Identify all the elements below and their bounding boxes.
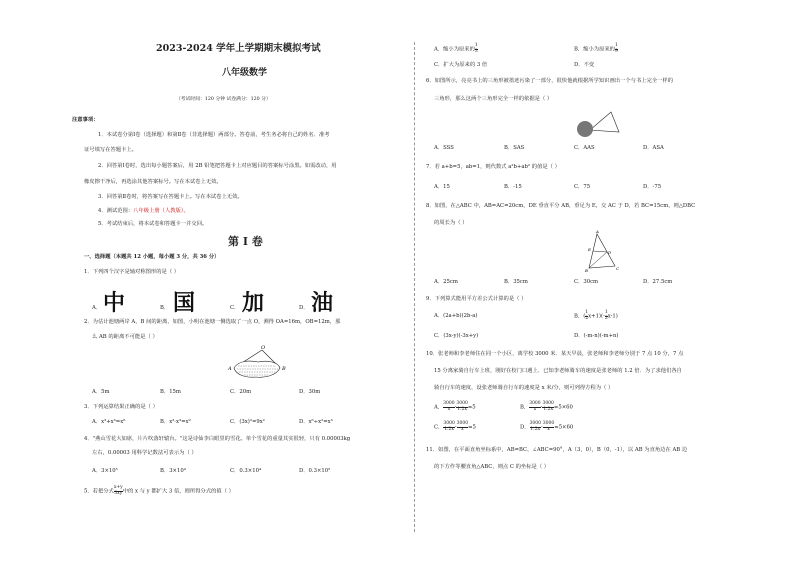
notice-item (98, 209, 189, 214)
denominator: x (547, 426, 550, 432)
q2-option-b: B．15m (160, 389, 181, 395)
exam-subject: 八年级数学 (222, 68, 268, 78)
q8-option-d: D．27.5cm (643, 279, 673, 285)
rhs: =5 (467, 404, 476, 411)
q1-label-b: B． (160, 305, 170, 311)
fraction (454, 421, 469, 432)
q7-option-a: A．15 (434, 184, 450, 190)
q9-b-close: x-1) (607, 313, 618, 320)
operator: - (454, 404, 457, 411)
denominator: x (533, 406, 537, 412)
q3-option-d: D．x⁶÷x²=x³ (299, 419, 333, 425)
denominator: 1.2x (543, 406, 554, 412)
q2-pond-figure (228, 346, 288, 378)
option-label: B． (520, 404, 530, 411)
numerator: 1 (614, 43, 618, 48)
denominator: 1.2x (530, 426, 541, 432)
q8-line2: 的周长为（ ） (434, 220, 468, 226)
q2-line1: 2．为估计池塘两岸 A，B 间的距离，如图，小明在池塘一侧选取了一点 O，测得 OA=16m，OB=12m，那 (84, 319, 341, 325)
q9-stem: 9．下列算式能用平方差公式计算的是（ ） (426, 296, 527, 302)
q5-option-b-fraction (615, 44, 618, 54)
numerator: 1 (604, 310, 608, 315)
q3-option-b: B．x³·x³=x⁹ (160, 419, 191, 425)
q7-stem: 7．若 a+b=5，ab=1，则代数式 a²b+ab² 的值是（ ） (426, 164, 560, 170)
denominator: 9 (614, 48, 618, 54)
option-label: A． (434, 404, 444, 411)
q10-line1: 10．张老师和李老师住在同一个小区，离学校 3000 米．某天早晨，张老师和李老师分别于 7 点 10 分，7 点 (426, 351, 684, 357)
q5-fraction (114, 486, 123, 496)
q5-option-d: D．不变 (574, 62, 595, 68)
q4-option-b: B．3×10⁴ (160, 468, 186, 474)
q1-stem: 1．下列四个汉字是轴对称图形的是（ ） (84, 269, 180, 275)
q9-option-a: A．(2a+b)(2b-a) (434, 313, 478, 319)
q5-denominator: 3xy (114, 490, 123, 496)
denominator: 3 (474, 48, 478, 54)
fraction (543, 422, 554, 432)
denominator: x (461, 426, 464, 432)
q1-char-c: 加 (242, 291, 265, 316)
notice-item: 证号填写在答题卡上。 (84, 147, 137, 153)
q4-option-d: D．0.3×10⁵ (299, 468, 331, 474)
q8-label-a: A (596, 229, 599, 234)
exam-meta: （考试时间：120 分钟 试卷满分：120 分） (176, 97, 271, 102)
q6-triangle-figure (575, 110, 620, 140)
rhs: =5×60 (553, 404, 573, 411)
q10-option-b (520, 402, 573, 412)
q3-option-a: A．x³+x³=x⁶ (92, 419, 126, 425)
q8-option-c: C．30cm (574, 279, 599, 285)
notice-item: 橡皮擦干净后，再选涂其他答案标号。写在本试卷上无效。 (84, 179, 222, 185)
q8-option-b: B．35cm (504, 279, 528, 285)
option-label: D． (520, 424, 530, 431)
q5-option-c: C．扩大为原来的 3 倍 (434, 62, 488, 68)
numerator: 3000 (443, 401, 455, 406)
q11-line1: 11．如图，在平面直角坐标系中，AB=BC，∠ABC=90°，A（3，0），B（0，-1），以 AB 为直角边在 AB 边 (426, 447, 688, 453)
fraction (529, 402, 540, 412)
q4-line1: 4．"燕山雪花大如席，片片吹落轩辕台。"这是诗仙李白眼里的雪花。单个雪花的重量其实很轻，只有 0.00003kg (84, 436, 351, 442)
notice-scope-label: 4．测试范围： (98, 208, 134, 214)
q9-option-c: C．(3x-y)(-3x+y) (434, 333, 479, 339)
q5-option-a-text: A．缩小为原来的 (434, 46, 475, 53)
q1-char-a: 中 (103, 291, 126, 316)
q8-label-e: E (588, 247, 591, 252)
q10-line2: 15 分离家骑自行车上班，刚好在校门口遇上．已知李老师骑车的速度是张老师的 1.2 倍．为了求他们各自 (434, 368, 682, 374)
q8-label-d: D (608, 250, 612, 255)
fraction (530, 422, 541, 432)
fraction (443, 422, 454, 432)
q1-label-a: A． (92, 305, 102, 311)
numerator: 3000 (542, 421, 555, 426)
rhs: =5 (468, 424, 476, 431)
numerator: 3000 (542, 401, 554, 406)
q6-line1: 6．如图所示，亮亮书上的三角形被墨迹污染了一部分，很快他就根据所学知识画出一个与书上完全一样的 (426, 78, 674, 84)
notice-item: 3．回答第Ⅱ卷时，将答案写在答题卡上。写在本试卷上无效。 (98, 194, 243, 200)
q9-b-open: B．( (574, 313, 586, 320)
fraction (443, 402, 454, 412)
denominator: 2 (604, 315, 608, 321)
q4-option-a: A．3×10⁵ (92, 468, 118, 474)
q6-option-d: D．ASA (643, 145, 664, 151)
fraction (542, 402, 553, 412)
q7-option-b: B．-15 (504, 184, 522, 190)
q5-option-b-text: B．缩小为原来的 (574, 46, 615, 53)
operator: - (454, 424, 457, 431)
numerator: 3000 (529, 401, 541, 406)
q2-label-o: O (261, 345, 266, 351)
notice-scope-value: 八年级上册（人教版）。 (133, 208, 189, 214)
q1-label-c: C． (230, 305, 240, 311)
numerator: 3000 (456, 421, 469, 426)
denominator: 1.2x (457, 406, 467, 412)
notice-heading: 注意事项： (72, 117, 99, 123)
q2-line2: 么 AB 的距离不可能是（ ） (92, 334, 158, 340)
denominator: 2 (585, 315, 589, 321)
q5-post: 中的 x 与 y 都扩大 3 倍，则所得分式的值（ ） (122, 488, 234, 495)
q4-line2: 左右，0.00003 用科学记数法可表示为（ ） (92, 450, 197, 456)
notice-item: 5．考试结束后，将本试卷和答题卡一并交回。 (98, 221, 208, 227)
q1-label-d: D． (299, 305, 309, 311)
denominator: x (447, 406, 451, 412)
q5-option-b (574, 44, 618, 54)
q10-option-c (434, 422, 476, 432)
q6-option-a: A．SSS (434, 145, 454, 151)
q7-option-d: D．-75 (643, 184, 662, 190)
notice-item: 2．回答第Ⅰ卷时，选出每小题答案后，用 2B 铅笔把答题卡上对应题目的答案标号涂黑。如需改动，用 (98, 163, 337, 169)
numerator: 1 (474, 43, 478, 48)
section-title: 第 I 卷 (228, 235, 263, 248)
q6-option-b: B．SAS (504, 145, 525, 151)
q2-label-b: B (282, 366, 286, 372)
q6-line2: 三角形，那么这两个三角形完全一样的依据是（ ） (434, 96, 553, 102)
q2-option-a: A．5m (92, 389, 110, 395)
numerator: 3000 (456, 401, 468, 406)
denominator: 1.2x (444, 426, 454, 432)
operator: - (541, 424, 543, 431)
q5-numerator: x+y (113, 485, 123, 490)
q9-option-d: D．(-m-n)(-m+n) (574, 333, 619, 339)
operator: - (540, 404, 543, 411)
q2-label-a: A (228, 366, 232, 372)
notice-item: 1．本试卷分第Ⅰ卷（选择题）和第Ⅱ卷（非选择题）两部分。答卷前，考生务必将自己的姓名、准考 (98, 132, 330, 138)
ink-blot-icon (577, 121, 593, 137)
q8-triangle-figure (585, 229, 621, 273)
section-part: 一、选择题（本题共 12 小题，每小题 3 分，共 36 分） (84, 254, 220, 260)
q8-label-b: B (585, 268, 588, 273)
q5-option-a (434, 44, 478, 54)
fraction (456, 402, 467, 412)
q8-line1: 8．如图，在△ABC 中，AB=AC=20cm，DE 垂直平分 AB，垂足为 E，交 AC 于 D，若 BC=15cm，则△DBC (426, 203, 696, 209)
q2-option-c: C．20m (230, 389, 252, 395)
numerator: 3000 (443, 421, 455, 426)
q5-option-a-fraction (475, 44, 478, 54)
q9-option-b (574, 311, 618, 321)
rhs: =5×60 (554, 424, 574, 431)
q11-line2: 的下方作等腰直角△ABC，则点 C 的坐标是（ ） (434, 464, 550, 470)
numerator: 3000 (529, 421, 541, 426)
column-divider (414, 42, 415, 532)
q10-option-d (520, 422, 573, 432)
q1-char-b: 国 (173, 291, 196, 316)
q1-char-d: 油 (311, 291, 334, 316)
q5-stem (84, 486, 234, 496)
q3-option-c: C．(3x)²=9x² (230, 419, 265, 425)
numerator: 1 (585, 310, 589, 315)
q8-label-c: C (616, 266, 620, 271)
q5-pre: 5．若把分式 (84, 488, 114, 495)
q6-option-c: C．AAS (574, 145, 595, 151)
exam-title: 2023-2024 学年上学期期末模拟考试 (156, 43, 321, 54)
q8-option-a: A．25cm (434, 279, 458, 285)
q4-option-c: C．0.3×10⁴ (230, 468, 262, 474)
q10-option-a (434, 402, 476, 412)
q10-line3: 骑自行车的速度，设张老师骑自行车的速度是 x 米/分，则可列得方程为（ ） (434, 385, 614, 391)
option-label: C． (434, 424, 444, 431)
q3-stem: 3．下列运算结果正确的是（ ） (84, 404, 158, 410)
q7-option-c: C．75 (574, 184, 591, 190)
q9-b-mid: x+1)(- (588, 313, 605, 320)
q2-option-d: D．30m (299, 389, 321, 395)
